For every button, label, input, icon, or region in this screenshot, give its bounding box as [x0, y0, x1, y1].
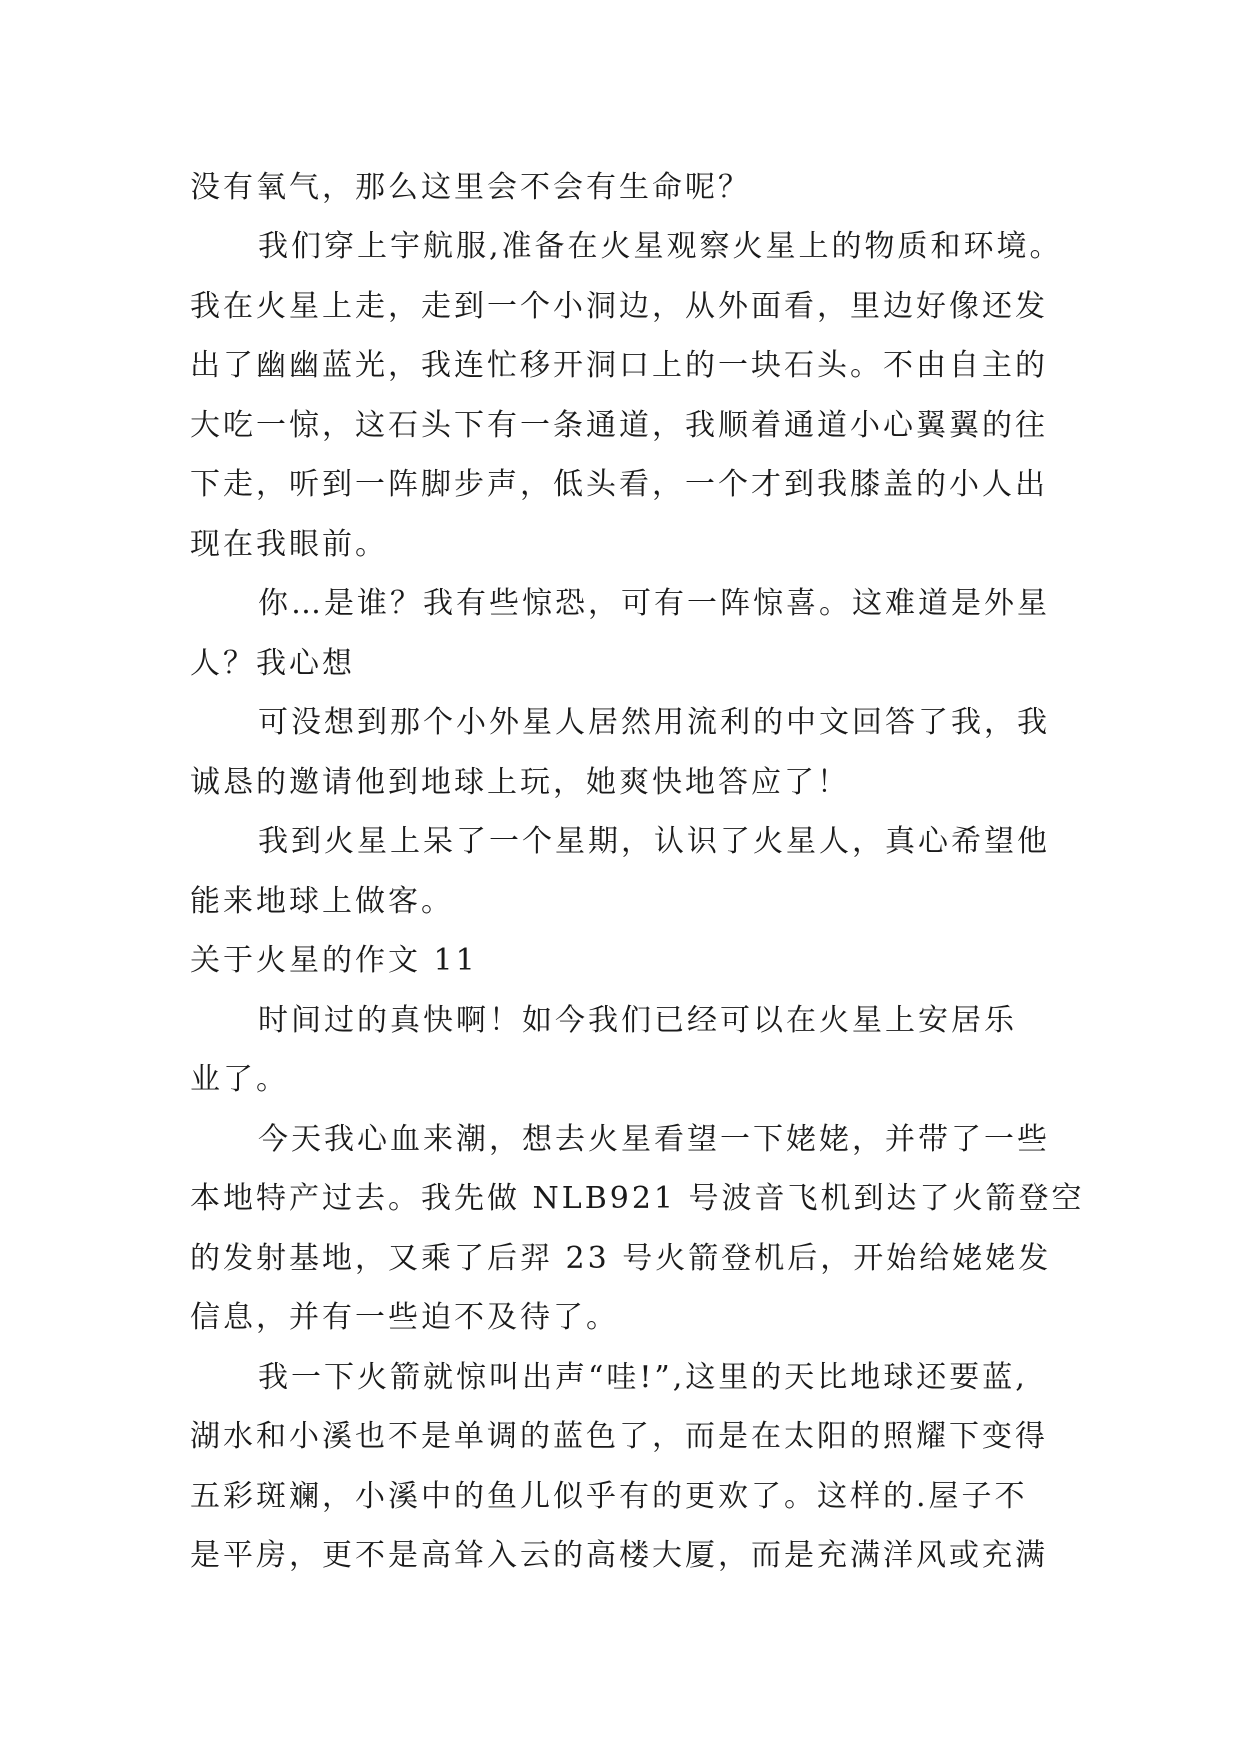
- text-line: 能来地球上做客。: [190, 884, 454, 919]
- text-line: 大吃一惊，这石头下有一条通道，我顺着通道小心翼翼的往: [190, 408, 1048, 443]
- text-line: 没有氧气，那么这里会不会有生命呢？: [190, 170, 751, 205]
- text-line: 湖水和小溪也不是单调的蓝色了，而是在太阳的照耀下变得: [190, 1419, 1048, 1454]
- text-line: 下走，听到一阵脚步声，低头看，一个才到我膝盖的小人出: [190, 467, 1048, 502]
- text-line: 诚恳的邀请他到地球上玩，她爽快地答应了！: [190, 765, 850, 800]
- paragraph-start: 我一下火箭就惊叫出声“哇!”,这里的天比地球还要蓝,: [258, 1360, 1028, 1395]
- text-line: 出了幽幽蓝光，我连忙移开洞口上的一块石头。不由自主的: [190, 348, 1048, 383]
- paragraph-start: 可没想到那个小外星人居然用流利的中文回答了我，我: [258, 705, 1050, 740]
- paragraph-start: 我们穿上宇航服,准备在火星观察火星上的物质和环境。: [258, 229, 1063, 264]
- text-line: 本地特产过去。我先做 NLB921 号波音飞机到达了火箭登空: [190, 1181, 1085, 1216]
- text-line: 的发射基地，又乘了后羿 23 号火箭登机后，开始给姥姥发: [190, 1241, 1052, 1276]
- paragraph-start: 我到火星上呆了一个星期，认识了火星人，真心希望他: [258, 824, 1050, 859]
- text-line: 现在我眼前。: [190, 527, 388, 562]
- paragraph-start: 你…是谁？我有些惊恐，可有一阵惊喜。这难道是外星: [258, 586, 1050, 621]
- text-line: 人？我心想: [190, 646, 355, 681]
- text-line: 是平房，更不是高耸入云的高楼大厦，而是充满洋风或充满: [190, 1538, 1048, 1573]
- text-line: 信息，并有一些迫不及待了。: [190, 1300, 619, 1335]
- section-title: 关于火星的作文 11: [190, 943, 478, 978]
- paragraph-start: 今天我心血来潮，想去火星看望一下姥姥，并带了一些: [258, 1122, 1050, 1157]
- text-line: 业了。: [190, 1062, 289, 1097]
- paragraph-start: 时间过的真快啊！如今我们已经可以在火星上安居乐: [258, 1003, 1017, 1038]
- text-line: 我在火星上走，走到一个小洞边，从外面看，里边好像还发: [190, 289, 1048, 324]
- text-line: 五彩斑斓，小溪中的鱼儿似乎有的更欢了。这样的.屋子不: [190, 1479, 1028, 1514]
